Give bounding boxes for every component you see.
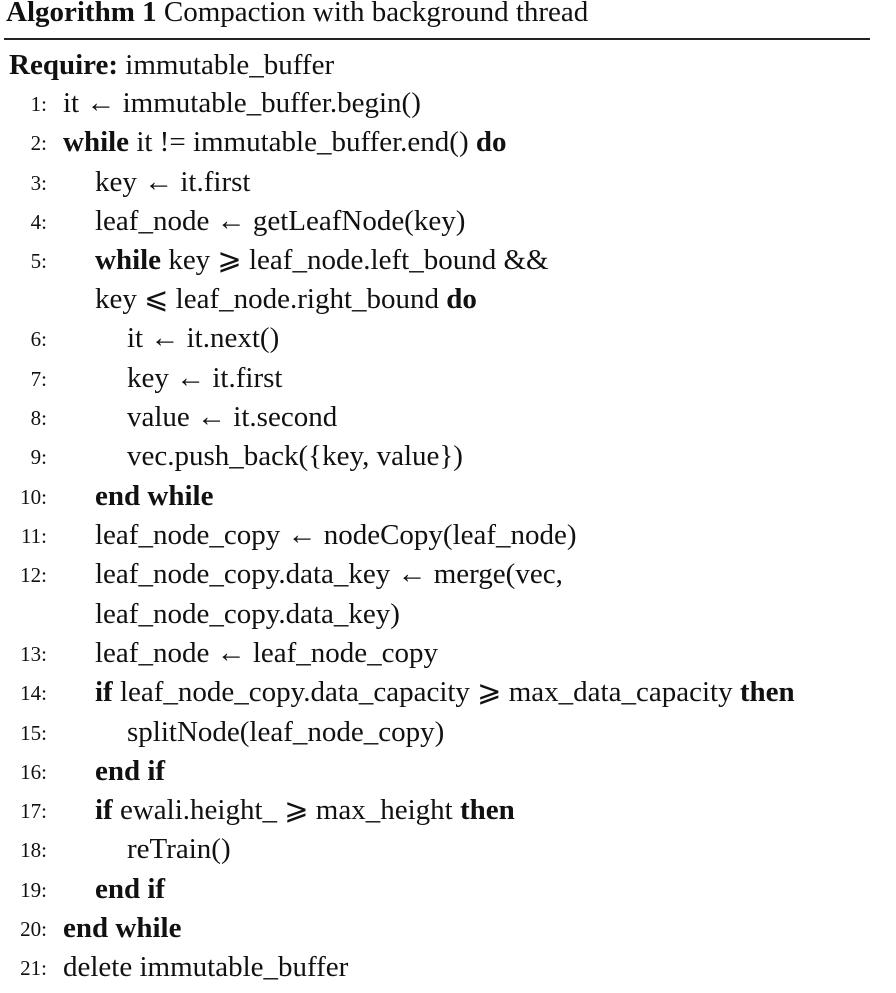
keyword: while [63, 126, 130, 158]
require-text: immutable_buffer [125, 49, 335, 81]
line-code [127, 712, 444, 752]
line-code [95, 554, 563, 594]
line-number: 18: [20, 838, 47, 862]
line-code [95, 672, 795, 712]
line-number: 4: [30, 210, 47, 234]
line-number: 20: [20, 917, 47, 941]
code-text: leaf_node_copy ← nodeCopy(leaf_node) [95, 519, 577, 551]
code-text: splitNode(leaf_node_copy) [127, 716, 445, 748]
code-text: value ← it.second [127, 401, 338, 433]
algorithm-line [0, 122, 896, 162]
keyword: end if [95, 873, 166, 905]
code-text: reTrain() [127, 833, 231, 865]
line-number: 11: [20, 524, 47, 548]
line-number: 12: [20, 563, 47, 587]
algorithm-caption [6, 0, 588, 32]
keyword: do [446, 283, 477, 315]
algorithm-line [0, 436, 896, 476]
line-code [95, 515, 577, 555]
code-text: ewali.height_ ⩾ max_height [112, 794, 460, 826]
caption-rule [4, 38, 870, 40]
line-code [95, 790, 515, 830]
require-line [9, 45, 334, 85]
line-code [127, 436, 463, 476]
require-keyword: Require: [9, 49, 119, 81]
line-code [95, 162, 250, 202]
algorithm-line [0, 672, 896, 712]
code-text: leaf_node ← getLeafNode(key) [95, 205, 466, 237]
line-code [95, 594, 400, 634]
line-code [95, 240, 549, 280]
algorithm-line [0, 869, 896, 909]
code-text: delete immutable_buffer [63, 951, 349, 983]
line-code [95, 476, 213, 516]
line-code [95, 633, 438, 673]
algorithm-label: Algorithm 1 [6, 0, 157, 28]
line-number: 3: [30, 171, 47, 195]
algorithm-line [0, 201, 896, 241]
code-text: leaf_node_copy.data_capacity ⩾ max_data_capacity [112, 676, 740, 708]
code-text: vec.push_back({key, value}) [127, 440, 463, 472]
line-number: 16: [20, 760, 47, 784]
algorithm-line [0, 397, 896, 437]
code-text: key ⩽ leaf_node.right_bound [95, 283, 447, 315]
code-text: it != immutable_buffer.end() [129, 126, 476, 158]
line-number: 14: [20, 681, 47, 705]
code-text: it ← immutable_buffer.begin() [63, 87, 421, 119]
line-number: 17: [20, 799, 47, 823]
line-code [95, 869, 165, 909]
algorithm-line [0, 240, 896, 280]
line-code [127, 397, 337, 437]
keyword: do [475, 126, 507, 158]
code-text: leaf_node ← leaf_node_copy [95, 637, 439, 669]
line-code [63, 947, 348, 987]
line-number: 19: [20, 878, 47, 902]
line-number: 2: [30, 131, 47, 155]
keyword: if [95, 794, 113, 826]
algorithm-line [0, 554, 896, 594]
algorithm-line [0, 279, 896, 319]
algorithm-line [0, 162, 896, 202]
code-text: it ← it.next() [127, 322, 280, 354]
line-code [63, 908, 181, 948]
line-number: 7: [30, 367, 47, 391]
line-code [127, 829, 231, 869]
line-number: 15: [20, 721, 47, 745]
algorithm-line [0, 908, 896, 948]
line-number: 21: [20, 956, 47, 980]
line-code [95, 751, 165, 791]
code-text: key ← it.first [127, 362, 283, 394]
code-text: leaf_node_copy.data_key ← merge(vec, [95, 558, 563, 590]
algorithm-line [0, 318, 896, 358]
line-code [63, 83, 421, 123]
line-number: 10: [20, 485, 47, 509]
line-number: 13: [20, 642, 47, 666]
algorithm-line [0, 790, 896, 830]
algorithm-line [0, 515, 896, 555]
algorithm-line [0, 594, 896, 634]
line-code [127, 358, 282, 398]
line-number: 5: [30, 249, 47, 273]
line-number: 1: [30, 92, 47, 116]
keyword: then [459, 794, 515, 826]
algorithm-line [0, 947, 896, 987]
algorithm-title: Compaction with background thread [163, 0, 589, 28]
keyword: while [95, 244, 162, 276]
algorithm-line [0, 83, 896, 123]
keyword: then [739, 676, 795, 708]
line-number: 6: [30, 327, 47, 351]
algorithm-line [0, 358, 896, 398]
keyword: end if [95, 755, 166, 787]
keyword: end while [63, 912, 182, 944]
algorithm-line [0, 829, 896, 869]
line-code [95, 201, 465, 241]
line-number: 8: [30, 406, 47, 430]
keyword: end while [95, 480, 214, 512]
code-text: leaf_node_copy.data_key) [95, 598, 400, 630]
keyword: if [95, 676, 113, 708]
algorithm-line [0, 712, 896, 752]
algorithm-line [0, 751, 896, 791]
line-code [127, 318, 279, 358]
algorithm-line [0, 476, 896, 516]
line-code [95, 279, 477, 319]
line-code [63, 122, 507, 162]
code-text: key ← it.first [95, 166, 251, 198]
line-number: 9: [30, 445, 47, 469]
algorithm-line [0, 633, 896, 673]
code-text: key ⩾ leaf_node.left_bound && [161, 244, 549, 276]
